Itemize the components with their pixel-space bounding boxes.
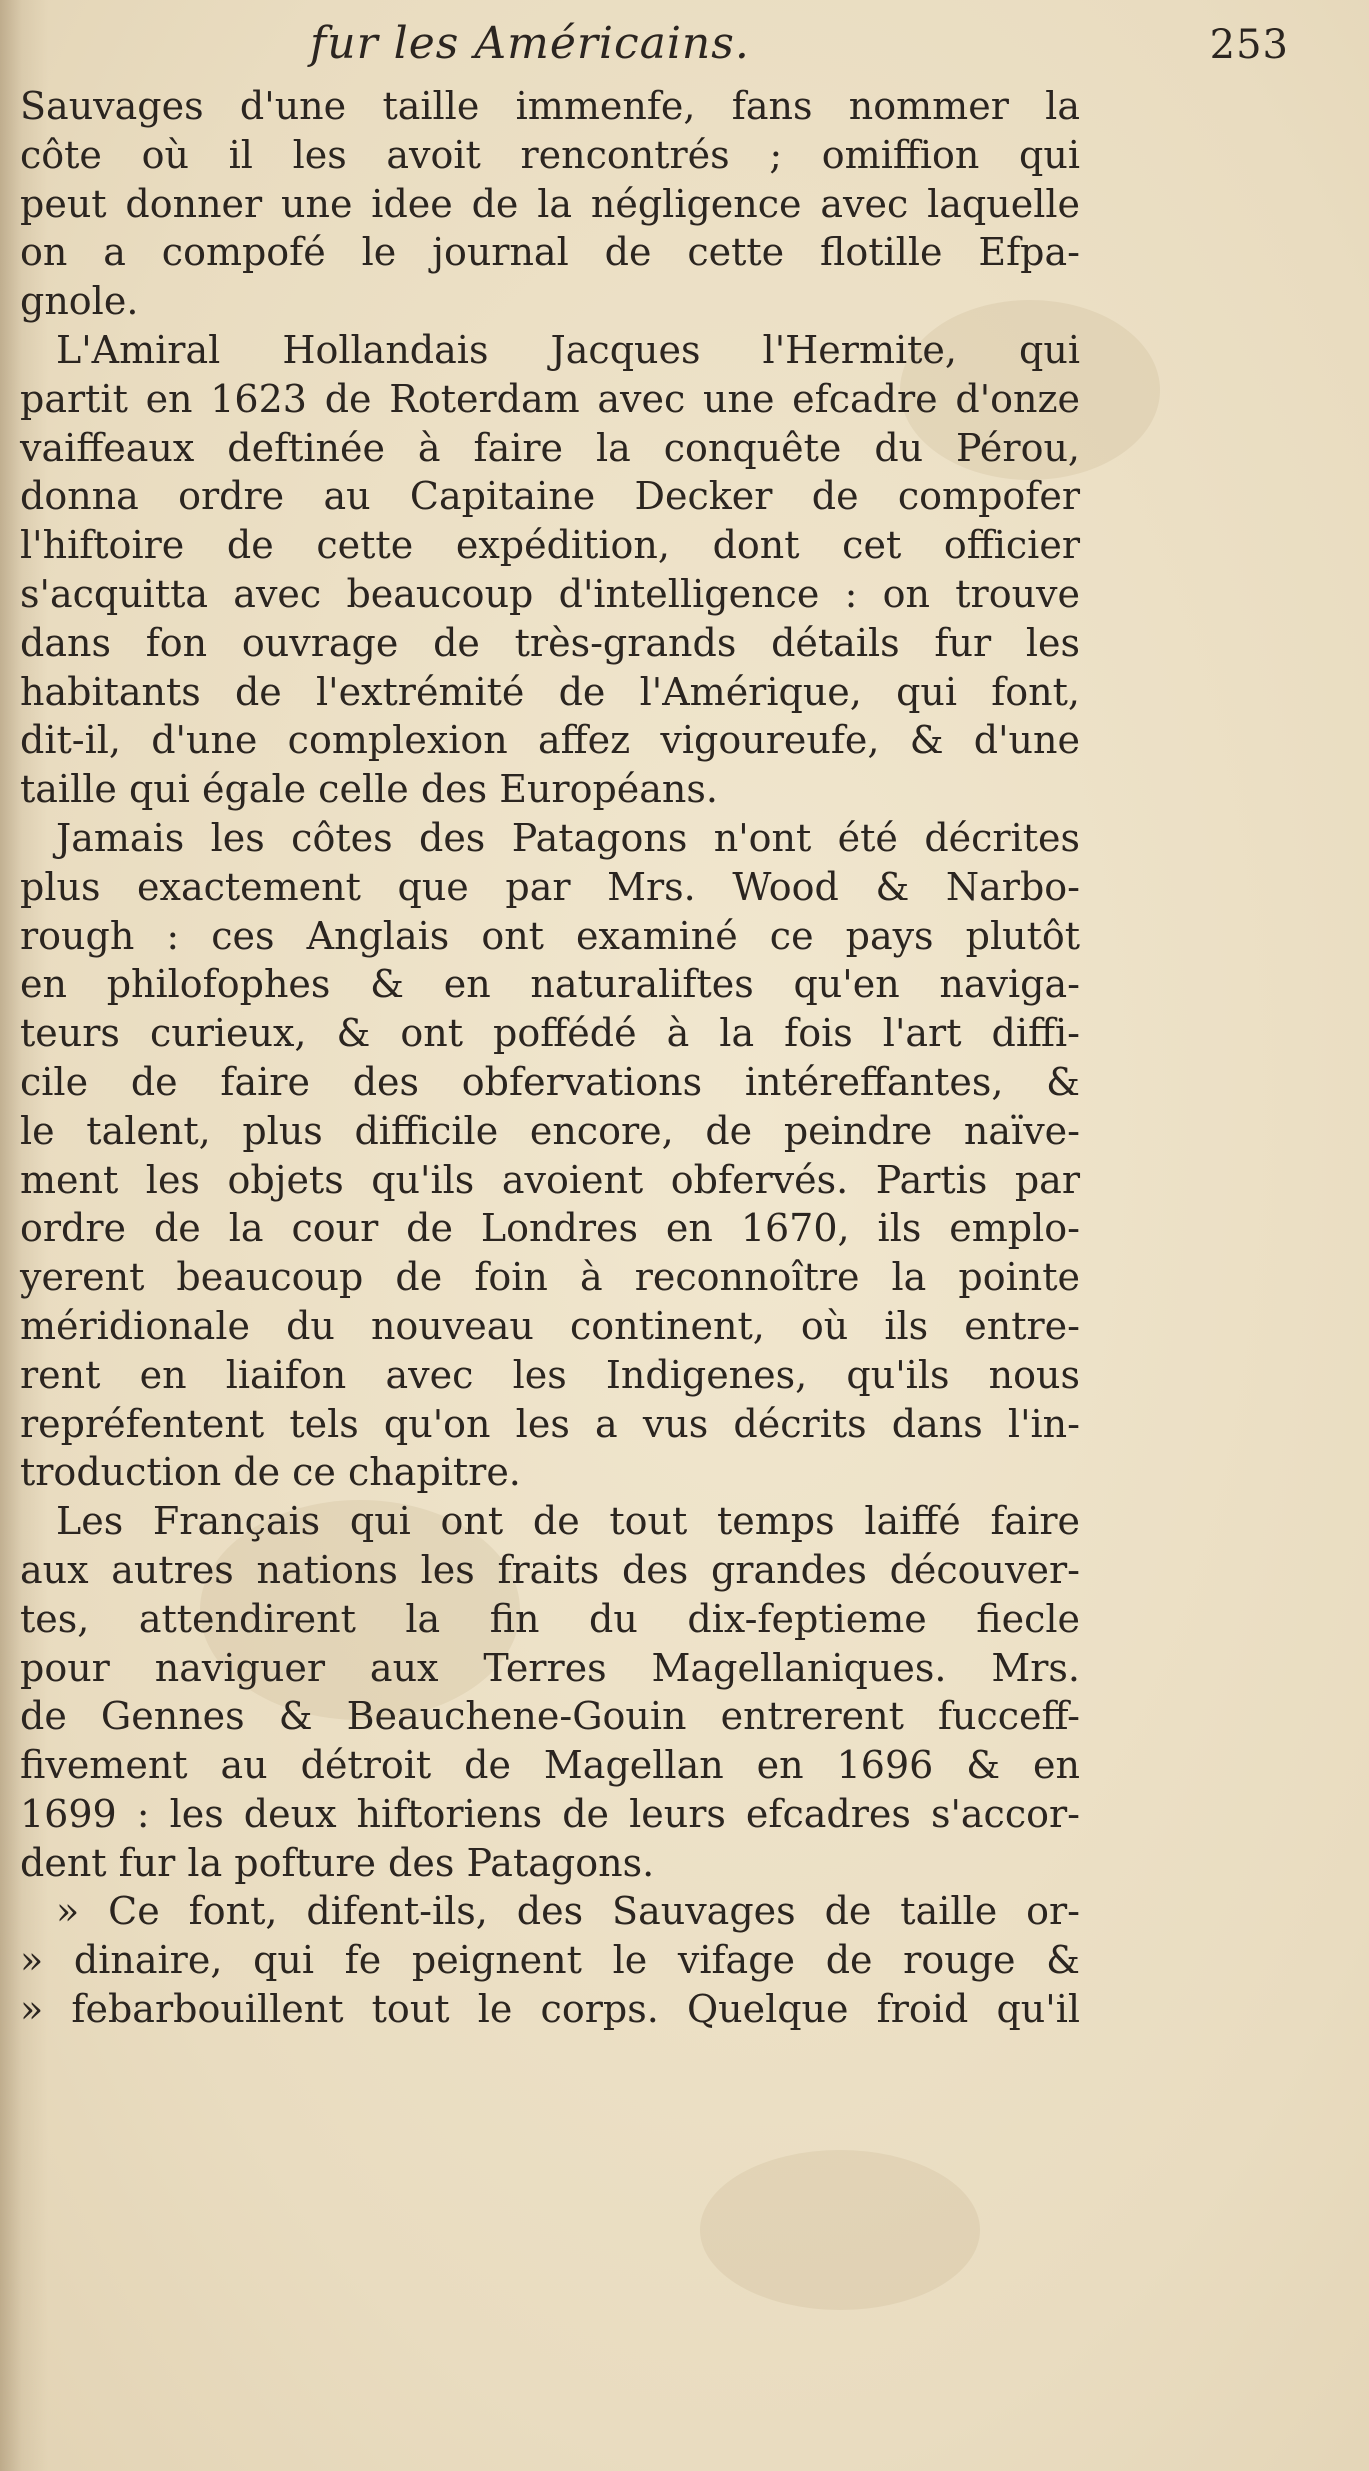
text-line: Sauvages d'une taille immenfe, fans nommer la (20, 84, 1080, 128)
text-line: repréfentent tels qu'on les a vus décrits dans l'in- (20, 1401, 1080, 1446)
text-line: s'acquitta avec beaucoup d'intelligence : on trouve (20, 571, 1080, 616)
page-number: 253 (1209, 22, 1289, 68)
text-line: de Gennes & Beauchene-Gouin entrerent fucceff- (20, 1694, 1080, 1739)
text-line: rent en liaifon avec les Indigenes, qu'ils nous (20, 1352, 1080, 1397)
text-line: » Ce font, difent-ils, des Sauvages de taille or- (56, 1889, 1080, 1934)
text-line: donna ordre au Capitaine Decker de compofer (20, 474, 1080, 519)
text-line: » dinaire, qui fe peignent le vifage de rouge & (20, 1938, 1080, 1983)
text-line: gnole. (20, 279, 139, 324)
text-line: fivement au détroit de Magellan en 1696 & en (20, 1743, 1080, 1788)
text-line: yerent beaucoup de foin à reconnoître la pointe (20, 1255, 1080, 1300)
page-header (310, 18, 1289, 78)
running-title: fur les Américains. (310, 18, 750, 69)
text-line: teurs curieux, & ont poffédé à la fois l'art diffi- (20, 1011, 1080, 1056)
text-line: taille qui égale celle des Européans. (20, 767, 718, 812)
text-line: plus exactement que par Mrs. Wood & Narbo- (20, 864, 1080, 909)
text-line: rough : ces Anglais ont examiné ce pays plutôt (20, 913, 1080, 958)
text-line: le talent, plus difficile encore, de peindre naïve- (20, 1108, 1080, 1153)
text-line: Jamais les côtes des Patagons n'ont été décrites (56, 815, 1080, 860)
text-line: peut donner une idee de la négligence avec laquelle (20, 181, 1080, 226)
text-line: dent fur la pofture des Patagons. (20, 1840, 655, 1885)
body-text (20, 82, 1080, 2034)
text-line: dit-il, d'une complexion affez vigoureufe, & d'une (20, 718, 1080, 763)
text-line: 1699 : les deux hiftoriens de leurs efcadres s'accor- (20, 1791, 1080, 1836)
text-line: Les Français qui ont de tout temps laiffé faire (56, 1499, 1080, 1544)
text-line: L'Amiral Hollandais Jacques l'Hermite, qui (56, 327, 1080, 372)
text-line: pour naviguer aux Terres Magellaniques. Mrs. (20, 1645, 1080, 1690)
text-line: dans fon ouvrage de très-grands détails fur les (20, 620, 1080, 665)
text-line: » febarbouillent tout le corps. Quelque froid qu'il (20, 1987, 1080, 2032)
text-line: on a compofé le journal de cette flotille Efpa- (20, 230, 1080, 275)
text-line: méridionale du nouveau continent, où ils entre- (20, 1303, 1080, 1348)
text-line: ordre de la cour de Londres en 1670, ils emplo- (20, 1206, 1080, 1251)
text-line: partit en 1623 de Roterdam avec une efcadre d'onze (20, 376, 1080, 421)
text-line: tes, attendirent la fin du dix-feptieme fiecle (20, 1596, 1080, 1641)
text-line: côte où il les avoit rencontrés ; omiffion qui (20, 132, 1080, 177)
text-line: cile de faire des obfervations intéreffantes, & (20, 1059, 1080, 1104)
text-line: troduction de ce chapitre. (20, 1450, 521, 1495)
text-line: habitants de l'extrémité de l'Amérique, qui font, (20, 669, 1080, 714)
paper-stain (700, 2150, 980, 2310)
text-line: l'hiftoire de cette expédition, dont cet officier (20, 523, 1080, 568)
text-line: vaiffeaux deftinée à faire la conquête du Pérou, (20, 425, 1080, 470)
text-line: ment les objets qu'ils avoient obfervés. Partis par (20, 1157, 1080, 1202)
text-line: en philofophes & en naturaliftes qu'en naviga- (20, 962, 1080, 1007)
text-line: aux autres nations les fraits des grandes découver- (20, 1547, 1080, 1592)
